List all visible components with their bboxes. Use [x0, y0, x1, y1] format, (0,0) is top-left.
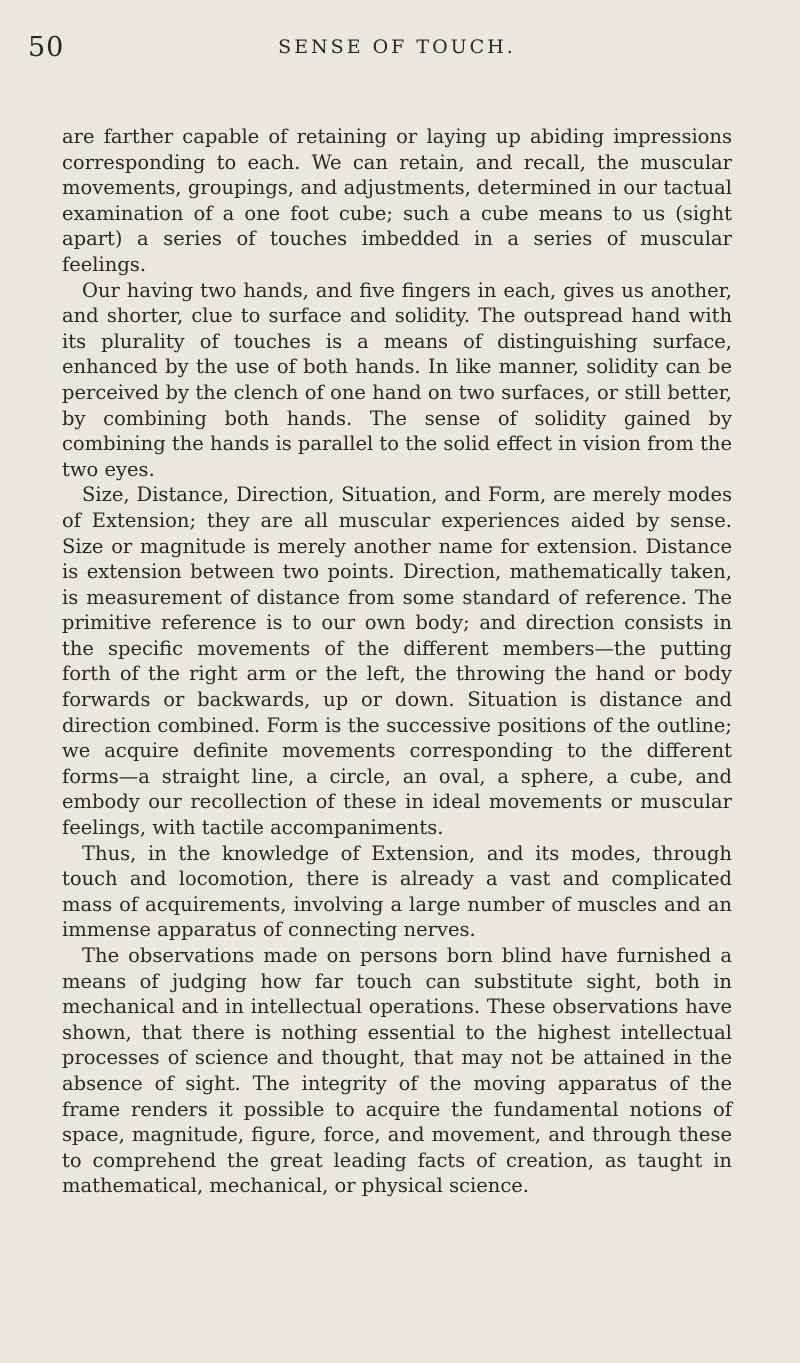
paragraph-2: Our having two hands, and five fingers in each, gives us another, and shorter, clue to surface and solidity. The outspread hand with its plurality of touches is a means of distinguishing surface, enhanced by the use of both hands. In like manner, solidity can be perceived by the clench of one hand on two surfaces, or still better, by combining both hands. The sense of solidity gained by combining the hands is parallel to the solid effect in vision from the two eyes. — [62, 278, 733, 481]
paragraph-3: Size, Distance, Direction, Situation, and Form, are merely modes of Extension; they are all muscular experiences aided by sense. Size or magnitude is merely another name for extension. Distance is extension between two points. Direction, mathematically taken, is measurement of distance from some standard of reference. The primitive reference is to our own body; and direction consists in the specific movements of the different members—the putting forth of the right arm or the left, the throwing the hand or body forwards or backwards, up or down. Situation is distance and direction combined. Form is the successive positions of the outline; we acquire definite movements corresponding to the different forms—a straight line, a circle, an oval, a sphere, a cube, and embody our recollection of these in ideal movements or muscular feelings, with tactile accompaniments. — [62, 483, 732, 840]
page-number: 50 — [28, 32, 65, 63]
running-head — [28, 32, 732, 68]
paragraph-4: Thus, in the knowledge of Extension, and its modes, through touch and locomotion, there is already a vast and complicated mass of acquirements, involving a large number of muscles and an immense apparatus of connecting nerves. — [62, 841, 732, 942]
paragraph-1: are farther capable of retaining or laying up abiding impressions corresponding to each. We can retain, and recall, the muscular movements, groupings, and adjustments, determined in our tactual examination of a one foot cube; such a cube means to us (sight apart) a series of touches imbedded in a series of muscular feelings. — [62, 125, 732, 276]
body-text — [62, 124, 732, 1199]
paragraph-5: The observations made on persons born blind have furnished a means of judging how far touch can substitute sight, both in mechanical and in intellectual operations. These observations have shown, that there is nothing essential to the highest intellectual processes of science and thought, that may not be attained in the absence of sight. The integrity of the moving apparatus of the frame renders it possible to acquire the fundamental notions of space, magnitude, figure, force, and movement, and through these to comprehend the great leading facts of creation, as taught in mathematical, mechanical, or physical science. — [62, 944, 732, 1198]
running-title: SENSE OF TOUCH. — [278, 36, 516, 58]
